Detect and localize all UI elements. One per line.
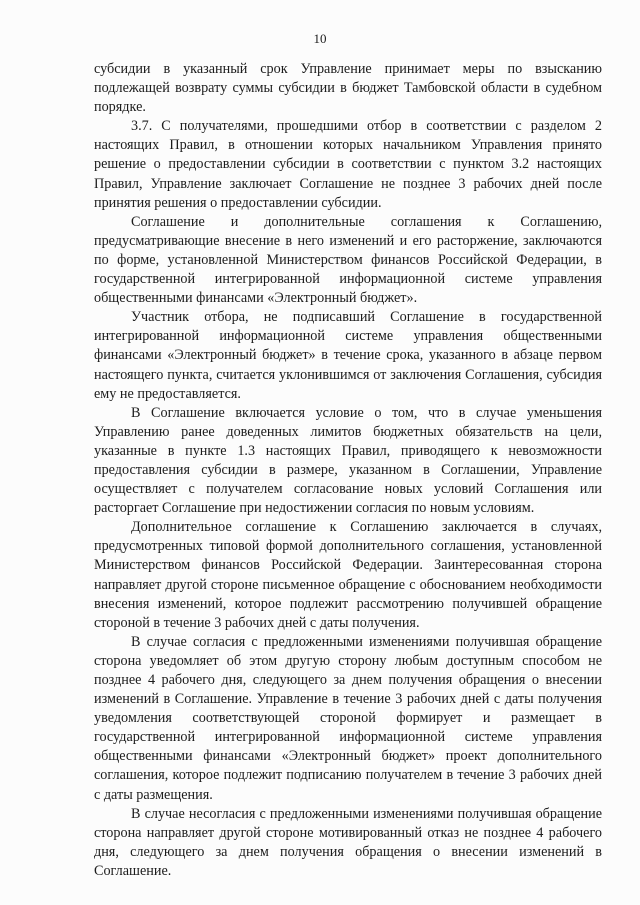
paragraph-disagreement: В случае несогласия с предложенными изменениями получившая обращение сторона направляет другой стороне мотивированный отказ не позднее 4 рабочего дня, следующего за днем получения обращения о внесении изменений в Соглашение.	[94, 805, 602, 879]
paragraph-agreement-form: Соглашение и дополнительные соглашения к Соглашению, предусматривающие внесение в него изменений и его расторжение, заключаются по форме, установленной Министерством финансов Российской Федерации, в государственной интегрированной информационной системе управления общественными финансами «Электронный бюджет».	[94, 213, 602, 307]
paragraph-limit-reduction: В Соглашение включается условие о том, что в случае уменьшения Управлению ранее доведенных лимитов бюджетных обязательств на цели, указанные в пункте 1.3 настоящих Правил, приводящего к невозможности предоставления субсидии в размере, указанном в Соглашении, Управление осуществляет с получателем согласование новых условий Соглашения или расторгает Соглашение при недостижении согласия по новым условиям.	[94, 404, 602, 517]
page-number: 10	[313, 31, 327, 46]
paragraph-3-7: 3.7. С получателями, прошедшими отбор в соответствии с разделом 2 настоящих Правил, в отношении которых начальником Управления принято решение о предоставлении субсидии в соответствии с пунктом 3.2 настоящих Правил, Управление заключает Соглашение не позднее 3 рабочих дней после принятия решения о предоставлении субсидии.	[94, 118, 602, 211]
paragraph-consent: В случае согласия с предложенными изменениями получившая обращение сторона уведомляет об этом другую сторону любым доступным способом не позднее 4 рабочего дня, следующего за днем получения обращения о внесении изменений в Соглашение. Управление в течение 3 рабочих дней с даты получения уведомления соответствующей стороной формирует и размещает в государственной интегрированной информационной системе управления общественными финансами «Электронный бюджет» проект дополнительного соглашения, которое подлежит подписанию получателем в течение 3 рабочих дней с даты размещения.	[94, 633, 602, 803]
paragraph-unsigned-participant: Участник отбора, не подписавший Соглашение в государственной интегрированной информационной системе управления общественными финансами «Электронный бюджет» в течение срока, указанного в абзаце первом настоящего пункта, считается уклонившимся от заключения Соглашения, субсидия ему не предоставляется.	[94, 309, 602, 402]
paragraph-additional-agreement: Дополнительное соглашение к Соглашению заключается в случаях, предусмотренных типовой формой дополнительного соглашения, установленной Министерством финансов Российской Федерации. Заинтересованная сторона направляет другой стороне письменное обращение с обоснованием необходимости внесения изменений, которое подлежит рассмотрению получившей обращение стороной в течение 3 рабочих дней с даты получения.	[94, 519, 602, 631]
paragraph-continuation: субсидии в указанный срок Управление принимает меры по взысканию подлежащей возврату суммы субсидии в бюджет Тамбовской области в судебном порядке.	[94, 61, 602, 116]
document-body	[94, 60, 602, 881]
